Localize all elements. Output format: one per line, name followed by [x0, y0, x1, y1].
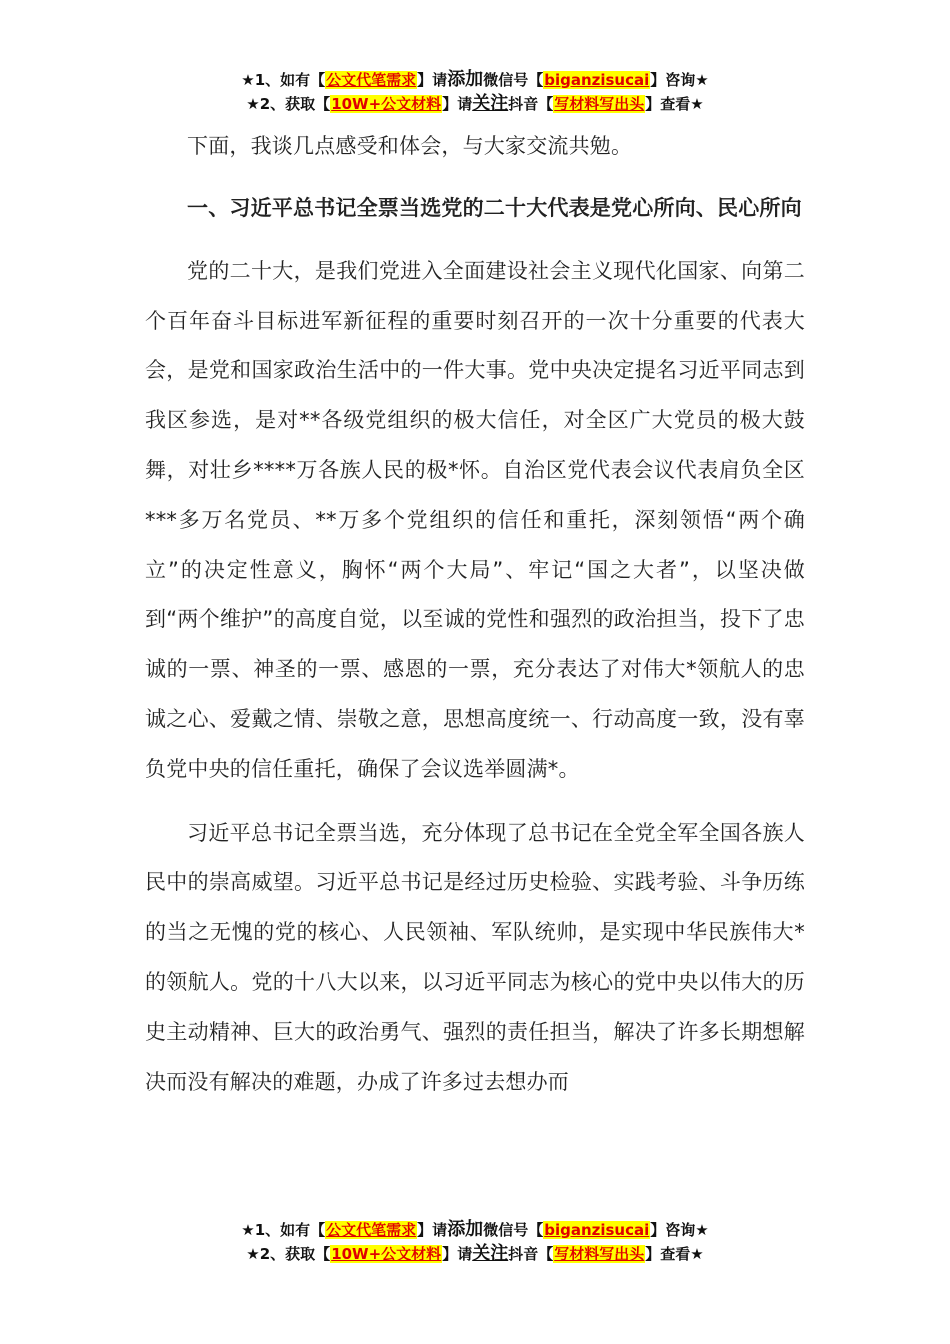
banner-text: 抖音【	[508, 1245, 554, 1263]
banner-text: 1、如有【	[254, 1221, 326, 1239]
banner-text: 抖音【	[508, 95, 554, 113]
banner-text: 】查看★	[645, 95, 704, 113]
banner-line-materials	[0, 92, 950, 116]
body-paragraph: 习近平总书记全票当选，充分体现了总书记在全党全军全国各族人民中的崇高威望。习近平总书记是经过历史检验、实践考验、斗争历练的当之无愧的党的核心、人民领袖、军队统帅，是实现中华民族伟大*的领航人。党的十八大以来，以习近平同志为核心的党中央以伟大的历史主动精神、巨大的政治勇气、强烈的责任担当，解决了许多长期想解决而没有解决的难题，办成了许多过去想办而	[145, 820, 805, 1094]
banner-text: 】查看★	[645, 1245, 704, 1263]
section-heading: 一、习近平总书记全票当选党的二十大代表是党心所向、民心所向	[187, 195, 802, 220]
banner-line-service	[0, 1218, 950, 1242]
banner-emphasis: 添加	[447, 69, 484, 90]
highlight-materials: 10W+公文材料	[331, 1245, 442, 1263]
banner-emphasis: 添加	[447, 1219, 484, 1240]
banner-text: 微信号【	[483, 1221, 544, 1239]
intro-paragraph: 下面，我谈几点感受和体会，与大家交流共勉。	[187, 134, 633, 158]
footer-banner	[0, 1218, 950, 1266]
douyin-account: 写材料写出头	[554, 1245, 645, 1263]
banner-text: 2、获取【	[259, 1245, 331, 1263]
banner-text: 】咨询★	[650, 1221, 709, 1239]
banner-text: 】请	[417, 1221, 448, 1239]
banner-text: 】请	[442, 95, 473, 113]
wechat-id: biganzisucai	[544, 71, 650, 89]
banner-emphasis: 关注	[472, 1243, 509, 1264]
highlight-materials: 10W+公文材料	[331, 95, 442, 113]
banner-text: 】请	[417, 71, 448, 89]
star-icon: ★	[241, 71, 255, 89]
document-body	[145, 122, 805, 1107]
star-icon: ★	[246, 95, 260, 113]
body-paragraph: 党的二十大，是我们党进入全面建设社会主义现代化国家、向第二个百年奋斗目标进军新征程的重要时刻召开的一次十分重要的代表大会，是党和国家政治生活中的一件大事。党中央决定提名习近平同志到我区参选，是对**各级党组织的极大信任，对全区广大党员的极大鼓舞，对壮乡****万各族人民的极*怀。自治区党代表会议代表肩负全区***多万名党员、**万多个党组织的信任和重托，深刻领悟“两个确立”的决定性意义，胸怀“两个大局”、牢记“国之大者”，以坚决做到“两个维护”的高度自觉，以至诚的党性和强烈的政治担当，投下了忠诚的一票、神圣的一票、感恩的一票，充分表达了对伟大*领航人的忠诚之心、爱戴之情、崇敬之意，思想高度统一、行动高度一致，没有辜负党中央的信任重托，确保了会议选举圆满*。	[145, 258, 805, 781]
banner-text: 】请	[442, 1245, 473, 1263]
banner-line-service	[0, 68, 950, 92]
banner-text: 1、如有【	[254, 71, 326, 89]
header-banner	[0, 68, 950, 116]
douyin-account: 写材料写出头	[554, 95, 645, 113]
highlight-service: 公文代笔需求	[326, 71, 417, 89]
wechat-id: biganzisucai	[544, 1221, 650, 1239]
banner-line-materials	[0, 1242, 950, 1266]
highlight-service: 公文代笔需求	[326, 1221, 417, 1239]
banner-emphasis: 关注	[472, 93, 509, 114]
banner-text: 2、获取【	[259, 95, 331, 113]
banner-text: 微信号【	[483, 71, 544, 89]
banner-text: 】咨询★	[650, 71, 709, 89]
star-icon: ★	[241, 1221, 255, 1239]
star-icon: ★	[246, 1245, 260, 1263]
